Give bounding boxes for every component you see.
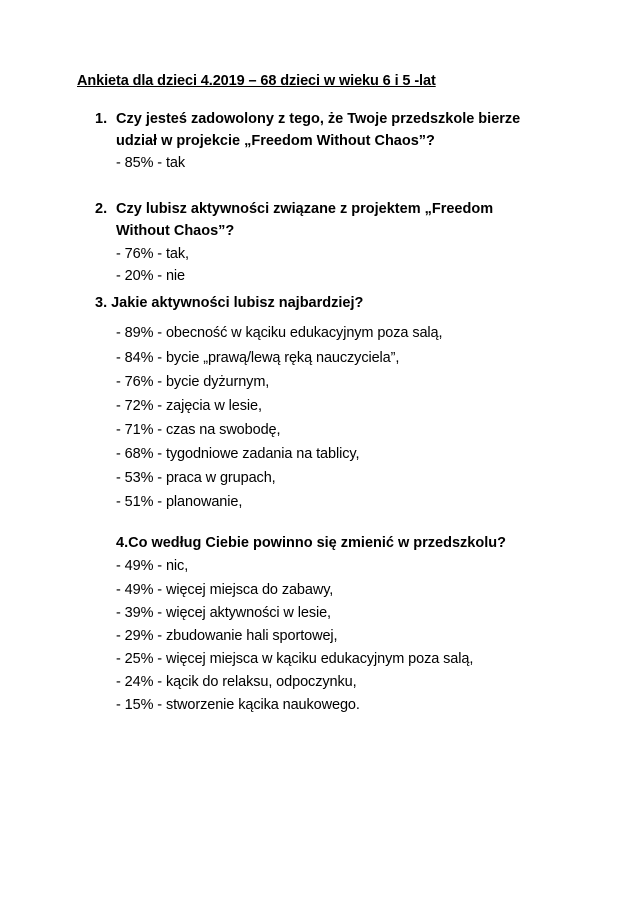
question-1-answer: - 85% - tak: [116, 155, 186, 171]
question-4-answer: - 25% - więcej miejsca w kąciku edukacyjnym poza salą,: [116, 651, 474, 667]
question-2-answer: - 20% - nie: [116, 268, 186, 284]
question-3-answer: - 71% - czas na swobodę,: [116, 422, 281, 438]
question-3-answer: - 53% - praca w grupach,: [116, 470, 276, 486]
question-3-answer: - 72% - zajęcia w lesie,: [116, 398, 262, 414]
question-4-answer: - 15% - stworzenie kącika naukowego.: [116, 697, 360, 713]
document-title: Ankieta dla dzieci 4.2019 – 68 dzieci w wieku 6 i 5 -lat: [77, 73, 436, 89]
question-3-answer: - 84% - bycie „prawą/lewą ręką nauczyciela”,: [116, 350, 400, 366]
question-3-answer: - 68% - tygodniowe zadania na tablicy,: [116, 446, 360, 462]
question-2-line-1: Czy lubisz aktywności związane z projektem „Freedom: [116, 201, 494, 217]
question-2-line-2: Without Chaos”?: [116, 223, 235, 239]
question-4-answer: - 39% - więcej aktywności w lesie,: [116, 605, 331, 621]
question-4-answer: - 24% - kącik do relaksu, odpoczynku,: [116, 674, 357, 690]
question-4-text: 4.Co według Ciebie powinno się zmienić w przedszkolu?: [116, 535, 506, 551]
question-1-number: 1.: [95, 111, 108, 127]
question-3-answer: - 89% - obecność w kąciku edukacyjnym poza salą,: [116, 325, 443, 341]
question-2-answer: - 76% - tak,: [116, 246, 189, 262]
question-3-answer: - 51% - planowanie,: [116, 494, 243, 510]
question-4-answer: - 49% - nic,: [116, 558, 189, 574]
question-2-number: 2.: [95, 201, 108, 217]
question-3-answer: - 76% - bycie dyżurnym,: [116, 374, 270, 390]
question-4-answer: - 49% - więcej miejsca do zabawy,: [116, 582, 334, 598]
question-4-answer: - 29% - zbudowanie hali sportowej,: [116, 628, 338, 644]
question-1-line-1: Czy jesteś zadowolony z tego, że Twoje przedszkole bierze: [116, 111, 521, 127]
question-3-text: 3. Jakie aktywności lubisz najbardziej?: [95, 295, 364, 311]
question-1-line-2: udział w projekcie „Freedom Without Chaos”?: [116, 133, 435, 149]
